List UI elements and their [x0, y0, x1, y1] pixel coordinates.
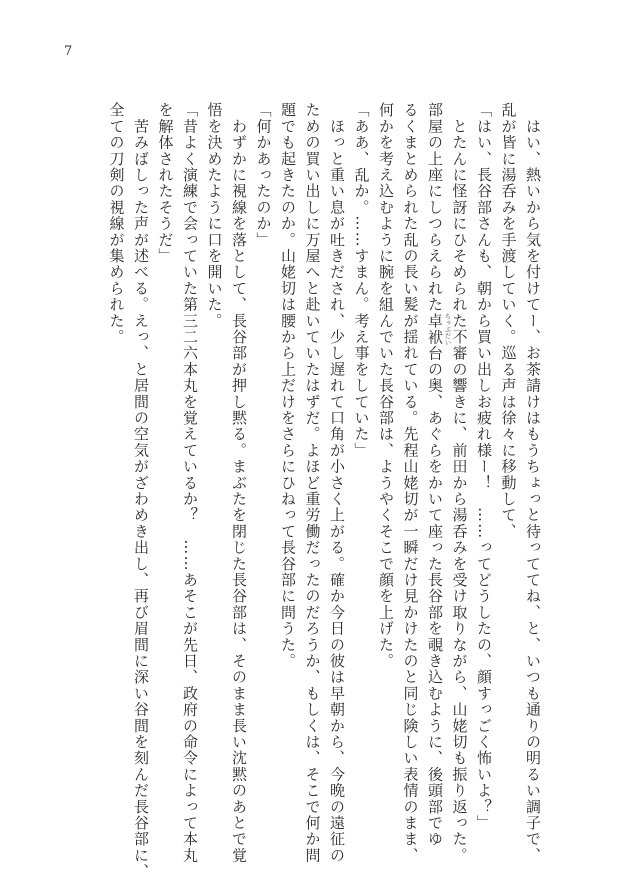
text-segment: の奥、あぐらをかいて座った長谷部を覗き込むように、後頭部でゆ	[426, 361, 444, 848]
text-line: 「ああ、乱か。……すまん。考え事をしていた」	[352, 102, 371, 459]
text-line-with-ruby	[423, 102, 452, 848]
text-line: ほっと重い息が吐きだされ、少し遅れて口角が小さく上がる。確か今日の彼は早朝から、今晩の遠征の	[328, 102, 346, 864]
text-line: ための買い出しに万屋へと赴いていたはずだ。よほど重労働だったのだろうか、もしくは、そこで何か問	[303, 102, 322, 864]
text-line: 題でも起きたのか。山姥切は腰から上だけをさらにひねって長谷部に問うた。	[279, 102, 297, 669]
text-segment: 部屋の上座にしつらえられた	[426, 102, 444, 313]
text-line: を解体されたそうだ」	[156, 102, 175, 264]
furigana: ちゃぶだい	[443, 312, 452, 346]
text-line: 何かを考え込むように腕を組んでいた長谷部は、ようやくそこで顔を上げた。	[377, 102, 395, 669]
text-line: 悟を決めたように口を開いた。	[205, 102, 224, 329]
text-line: るくまとめられた乱の長い髪が揺れている。先程山姥切が一瞬だけ見かけたのと同じ険しい表情のまま、	[401, 102, 420, 864]
text-line: 苦みばしった声が述べる。えっ、と居間の空気がざわめき出し、再び眉間に深い谷間を刻んだ長谷部に、	[132, 102, 150, 880]
text-line: 「はい、長谷部さんも、朝から買い出しお疲れ様ー！ ……ってどうしたの、顔すっごく怖いよ？」	[475, 102, 493, 831]
text-line: 「昔よく演練で会っていた第三二六本丸を覚えているか？ ……あそこが先日、政府の命令によって本丸	[181, 102, 199, 864]
ruby-annotation	[426, 312, 452, 362]
text-line: はい、熱いから気を付けてー、お茶請けはもうちょっと待っててね、と、いつも通りの明るい調子で、	[524, 102, 542, 864]
text-line: 「何かあったのか」	[254, 102, 273, 248]
novel-text-block	[104, 102, 545, 880]
text-line: 乱が皆に湯呑みを手渡していく。巡る声は徐々に移動して、	[499, 102, 518, 540]
ruby-base: 卓袱台	[426, 312, 444, 362]
text-line: わずかに視線を落として、長谷部が押し黙る。まぶたを閉じた長谷部は、そのまま長い沈黙のあとで覚	[230, 102, 248, 864]
text-line: とたんに怪訝にひそめられた不審の響きに、前田から湯呑みを受け取りながら、山姥切も振り返った。	[450, 102, 469, 864]
text-line: 全ての刀剣の視線が集められた。	[107, 102, 126, 345]
page-number: 7	[64, 44, 73, 59]
